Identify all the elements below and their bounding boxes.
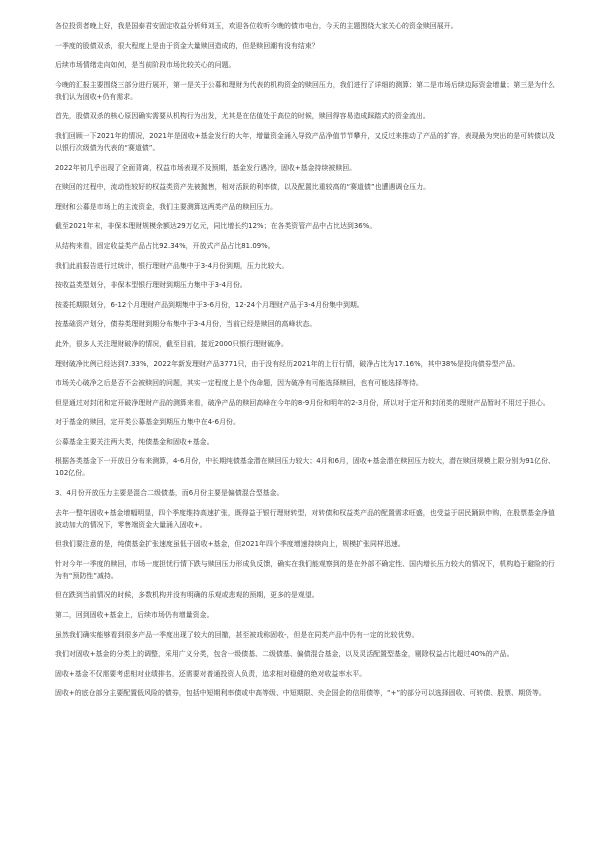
paragraph: 针对今年一季度的赎回，市场一度担忧行情下跌与赎回压力形成负反馈，确实在我们能观察到的是在外部不确定性、国内增长压力较大的情况下，机构趋于避险的行为有“预防性”减持。: [55, 559, 555, 580]
paragraph: 固收+的底仓部分主要配置低风险的债券，包括中短期利率债或中高等级、中短期限、央企国企的信用债等，“+”的部分可以选择固收、可转债、股票、期货等。: [55, 689, 546, 698]
paragraph: 对于基金的赎回，定开类公募基金到期压力集中在4-6月份。: [55, 418, 240, 427]
paragraph: 后续市场情绪走向如何，是当前阶段市场比较关心的问题。: [55, 61, 236, 70]
paragraph: 在赎回的过程中，流动性较好的权益类资产先被抛售，相对活跃的利率债，以及配置比重较高的“赛道债”也遭遇调仓压力。: [55, 183, 431, 192]
paragraph-question: 一季度的股债双杀，很大程度上是由于资金大量赎回造成的，但是赎回潮有没有结束？: [55, 41, 319, 50]
paragraph: 按收益类型划分，非保本型银行理财到期压力集中于3-4月份。: [55, 281, 247, 290]
paragraph: 理财和公募是市场上的主流资金，我们主要测算这两类产品的赎回压力。: [55, 202, 278, 211]
paragraph: 固收+基金不仅需要考虑相对业绩排名，还需要对普通投资人负责，追求相对稳健的绝对收益率水平。: [55, 669, 367, 678]
paragraph: 按委托期限划分，6-12个月理财产品到期集中于3-6月份，12-24个月理财产品于3-4月份集中到期。: [55, 300, 364, 309]
paragraph: 截至2021年末，非保本理财规模余额达29万亿元，同比增长约12%；在各类资管产品中占比达到36%。: [55, 222, 377, 231]
paragraph: 虽然我们确实能够看到很多产品一季度出现了较大的回撤，甚至被戏称固收-，但是在同类产品中仍有一定的比较优势。: [55, 630, 419, 639]
paragraph: 按基础资产划分，债券类理财到期分布集中于3-4月份，当前已经是赎回的高峰状态。: [55, 320, 317, 329]
paragraph: 我们回顾一下2021年的情况，2021年是固收+基金发行的大年，增量资金涌入导致产品净值节节攀升，又反过来推动了产品的扩容，表现最为突出的是可转债以及以银行次级债为代表的“赛道债”。: [55, 131, 555, 152]
paragraph-agenda: 今晚的汇报主要围绕三部分进行展开，第一是关于公募和理财为代表的机构资金的赎回压力，我们进行了详细的测算；第二是市场后续边际资金增量；第三是为什么我们认为固收+仍有需求。: [55, 80, 555, 101]
paragraph: 2022年初几乎出现了全面背离，权益市场表现不及预期，基金发行遇冷，固收+基金持续被赎回。: [55, 163, 357, 172]
paragraph: 理财破净比例已经达到7.33%，2022年新发理财产品3771只，由于没有经历2021年的上行行情，破净占比为17.16%，其中38%是投向债券型产品。: [55, 359, 520, 368]
paragraph: 但在跌到当前情况的时候，多数机构并没有明确的乐观或悲观的预期，更多的是观望。: [55, 591, 319, 600]
paragraph: 市场关心破净之后是否不会被赎回的问题，其实一定程度上是个伪命题，因为破净有可能选择赎回，也有可能选择等待。: [55, 379, 423, 388]
paragraph: 第二，回到固收+基金上，后续市场仍有增量资金。: [55, 611, 214, 620]
paragraph: 但我们要注意的是，纯债基金扩张速度虽低于固收+基金，但2021年四个季度增速持续向上，规模扩张同样迅速。: [55, 540, 405, 549]
paragraph: 去年一整年固收+基金增幅明显，四个季度维持高速扩张，既得益于银行理财转型，对转债和权益类产品的配置需求旺盛，也受益于居民踊跃申购，在股票基金净值波动加大的情况下，零售端资金大量涌入固收+。: [55, 508, 555, 529]
paragraph: 3、4月份开放压力主要是混合二级债基，而6月份主要是偏债混合型基金。: [55, 489, 284, 498]
paragraph: 但是通过对封闭和定开破净理财产品的测算来看，破净产品的赎回高峰在今年的8-9月份和明年的2-3月份，所以对于定开和封闭类的理财产品暂时不用过于担心。: [55, 398, 550, 407]
paragraph: 公募基金主要关注两大类，纯债基金和固收+基金。: [55, 437, 214, 446]
paragraph: 首先，股债双杀的核心原因确实需要从机构行为出发，尤其是在估值处于高位的时候，赎回得容易造成踩踏式的资金流出。: [55, 112, 430, 121]
paragraph: 此外，很多人关注理财破净的情况，截至目前，接近2000只银行理财破净。: [55, 339, 288, 348]
paragraph: 我们此前报告进行过统计，银行理财产品集中于3-4月份到期，压力比较大。: [55, 261, 289, 270]
paragraph: 我们对固收+基金的分类上的调整，采用广义分类，包含一级债基、二级债基、偏债混合基金，以及灵活配置型基金，剔除权益占比超过40%的产品。: [55, 650, 514, 659]
paragraph: 从结构来看，固定收益类产品占比92.34%，开放式产品占比81.09%。: [55, 241, 275, 250]
paragraph: 根据各类基金下一开放日分布来测算，4-6月份，中长期纯债基金潜在赎回压力较大；4月和6月，固收+基金潜在赎回压力较大，潜在赎回规模上限分别为91亿份、102亿份。: [55, 457, 555, 478]
paragraph-greeting: 各位投资者晚上好，我是国泰君安固定收益分析师刘玉，欢迎各位收听今晚的债市电台，今天的主题围绕大家关心的资金赎回展开。: [55, 22, 458, 30]
